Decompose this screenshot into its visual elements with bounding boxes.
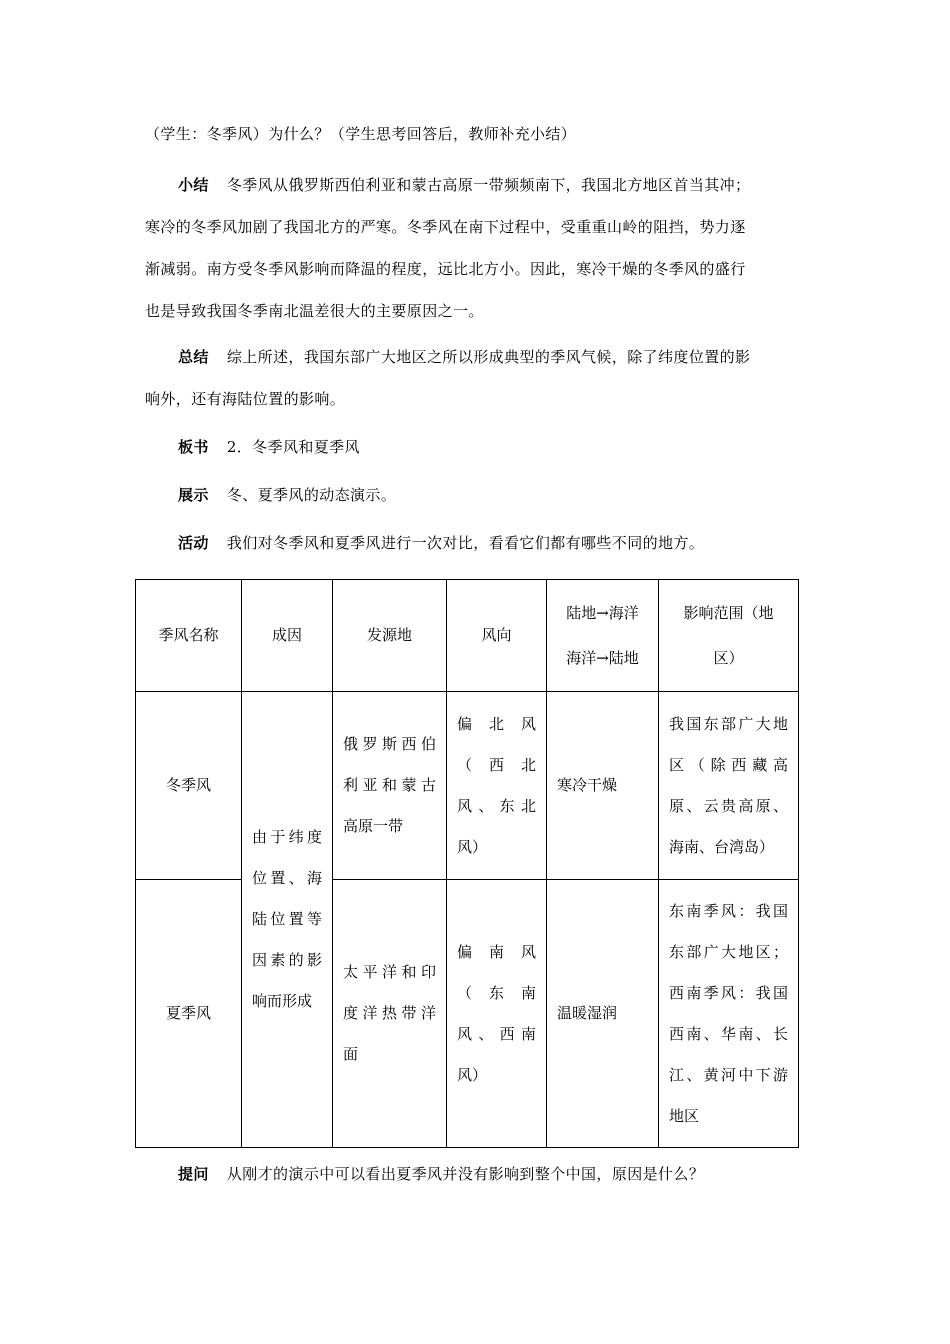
summer-origin-line: 面 bbox=[343, 1045, 359, 1063]
winter-nature: 寒冷干燥 bbox=[547, 692, 659, 880]
cause-line: 响而形成 bbox=[252, 992, 313, 1010]
header-nature bbox=[547, 580, 659, 692]
winter-range-line: 区（除西藏高 bbox=[669, 755, 788, 774]
winter-origin-line: 俄罗斯西伯 bbox=[343, 735, 436, 753]
summer-range-line: 西南季风：我国 bbox=[669, 983, 788, 1002]
summer-range bbox=[659, 880, 799, 1148]
conclusion-text-1: 综上所述，我国东部广大地区之所以形成典型的季风气候，除了纬度位置的影 bbox=[226, 348, 751, 366]
winter-range-line: 海南、台湾岛） bbox=[669, 837, 775, 856]
summary-line-3: 渐减弱。南方受冬季风影响而降温的程度，远比北方小。因此，寒冷干燥的冬季风的盛行 bbox=[145, 260, 746, 278]
header-nature-line-2: 海洋→陆地 bbox=[566, 648, 639, 667]
monsoon-comparison-table bbox=[135, 579, 799, 1148]
table-row-winter bbox=[136, 692, 799, 880]
summary-line-4: 也是导致我国冬季南北温差很大的主要原因之一。 bbox=[145, 302, 484, 320]
winter-origin-line: 高原一带 bbox=[343, 817, 404, 835]
summer-origin-line: 太平洋和印 bbox=[343, 963, 436, 981]
summer-direction-line: 风、西南 bbox=[457, 1024, 536, 1043]
summer-origin bbox=[333, 880, 447, 1148]
conclusion-line-1 bbox=[178, 347, 848, 367]
summary-label: 小结 bbox=[178, 176, 209, 194]
table-header-row bbox=[136, 580, 799, 692]
winter-range bbox=[659, 692, 799, 880]
conclusion-label: 总结 bbox=[178, 348, 209, 366]
cause-line: 陆位置等 bbox=[252, 910, 322, 928]
winter-direction-line: 风、东北 bbox=[457, 796, 536, 815]
board-label: 板书 bbox=[178, 438, 209, 456]
conclusion-line-2: 响外，还有海陆位置的影响。 bbox=[145, 390, 346, 408]
question-label: 提问 bbox=[178, 1165, 209, 1183]
cause-line: 位置、海 bbox=[252, 869, 322, 887]
header-range-line-1: 影响范围（地 bbox=[683, 603, 774, 622]
summer-range-line: 东部广大地区； bbox=[669, 942, 788, 961]
summer-direction bbox=[447, 880, 547, 1148]
activity-label: 活动 bbox=[178, 534, 209, 552]
question-text: 从刚才的演示中可以看出夏季风并没有影响到整个中国，原因是什么？ bbox=[226, 1165, 705, 1183]
activity-line bbox=[178, 533, 848, 553]
header-range-line-2: 区） bbox=[713, 648, 744, 667]
board-line bbox=[178, 437, 848, 457]
cause-line: 因素的影 bbox=[252, 951, 322, 969]
cause-cell bbox=[242, 692, 333, 1148]
winter-direction-line: （ 西 北 bbox=[457, 755, 536, 774]
winter-range-line: 我国东部广大地 bbox=[669, 714, 788, 733]
header-cause: 成因 bbox=[242, 580, 333, 692]
show-label: 展示 bbox=[178, 486, 209, 504]
header-range bbox=[659, 580, 799, 692]
paragraph-student-answer: （学生：冬季风）为什么？（学生思考回答后，教师补充小结） bbox=[145, 125, 577, 143]
winter-direction-line: 风） bbox=[457, 837, 488, 856]
summary-line-2: 寒冷的冬季风加剧了我国北方的严寒。冬季风在南下过程中，受重重山岭的阻挡，势力逐 bbox=[145, 218, 746, 236]
summer-range-line: 东南季风：我国 bbox=[669, 901, 788, 920]
winter-direction bbox=[447, 692, 547, 880]
winter-origin bbox=[333, 692, 447, 880]
header-nature-line-1: 陆地→海洋 bbox=[566, 603, 639, 622]
summer-nature: 温暖湿润 bbox=[547, 880, 659, 1148]
cause-line: 由于纬度 bbox=[252, 828, 322, 846]
winter-range-line: 原、云贵高原、 bbox=[669, 796, 788, 815]
question-line bbox=[178, 1164, 848, 1184]
table-row-summer bbox=[136, 880, 799, 1148]
show-line bbox=[178, 485, 848, 505]
summer-direction-line: （ 东 南 bbox=[457, 983, 536, 1002]
activity-text: 我们对冬季风和夏季风进行一次对比，看看它们都有哪些不同的地方。 bbox=[226, 534, 705, 552]
winter-direction-line: 偏 北 风 bbox=[457, 714, 536, 733]
summer-origin-line: 度洋热带洋 bbox=[343, 1004, 436, 1022]
board-text: 2．冬季风和夏季风 bbox=[226, 438, 360, 456]
header-direction: 风向 bbox=[447, 580, 547, 692]
summary-text-1: 冬季风从俄罗斯西伯利亚和蒙古高原一带频频南下，我国北方地区首当其冲； bbox=[226, 176, 751, 194]
show-text: 冬、夏季风的动态演示。 bbox=[226, 486, 397, 504]
summer-direction-line: 风） bbox=[457, 1065, 488, 1084]
summer-direction-line: 偏 南 风 bbox=[457, 942, 536, 961]
winter-name: 冬季风 bbox=[136, 692, 242, 880]
summer-range-line: 地区 bbox=[669, 1106, 700, 1125]
header-origin: 发源地 bbox=[333, 580, 447, 692]
winter-origin-line: 利亚和蒙古 bbox=[343, 776, 436, 794]
summary-line-1 bbox=[178, 175, 848, 195]
summer-range-line: 江、黄河中下游 bbox=[669, 1065, 788, 1084]
summer-range-line: 西南、华南、长 bbox=[669, 1024, 788, 1043]
summer-name: 夏季风 bbox=[136, 880, 242, 1148]
header-name: 季风名称 bbox=[136, 580, 242, 692]
